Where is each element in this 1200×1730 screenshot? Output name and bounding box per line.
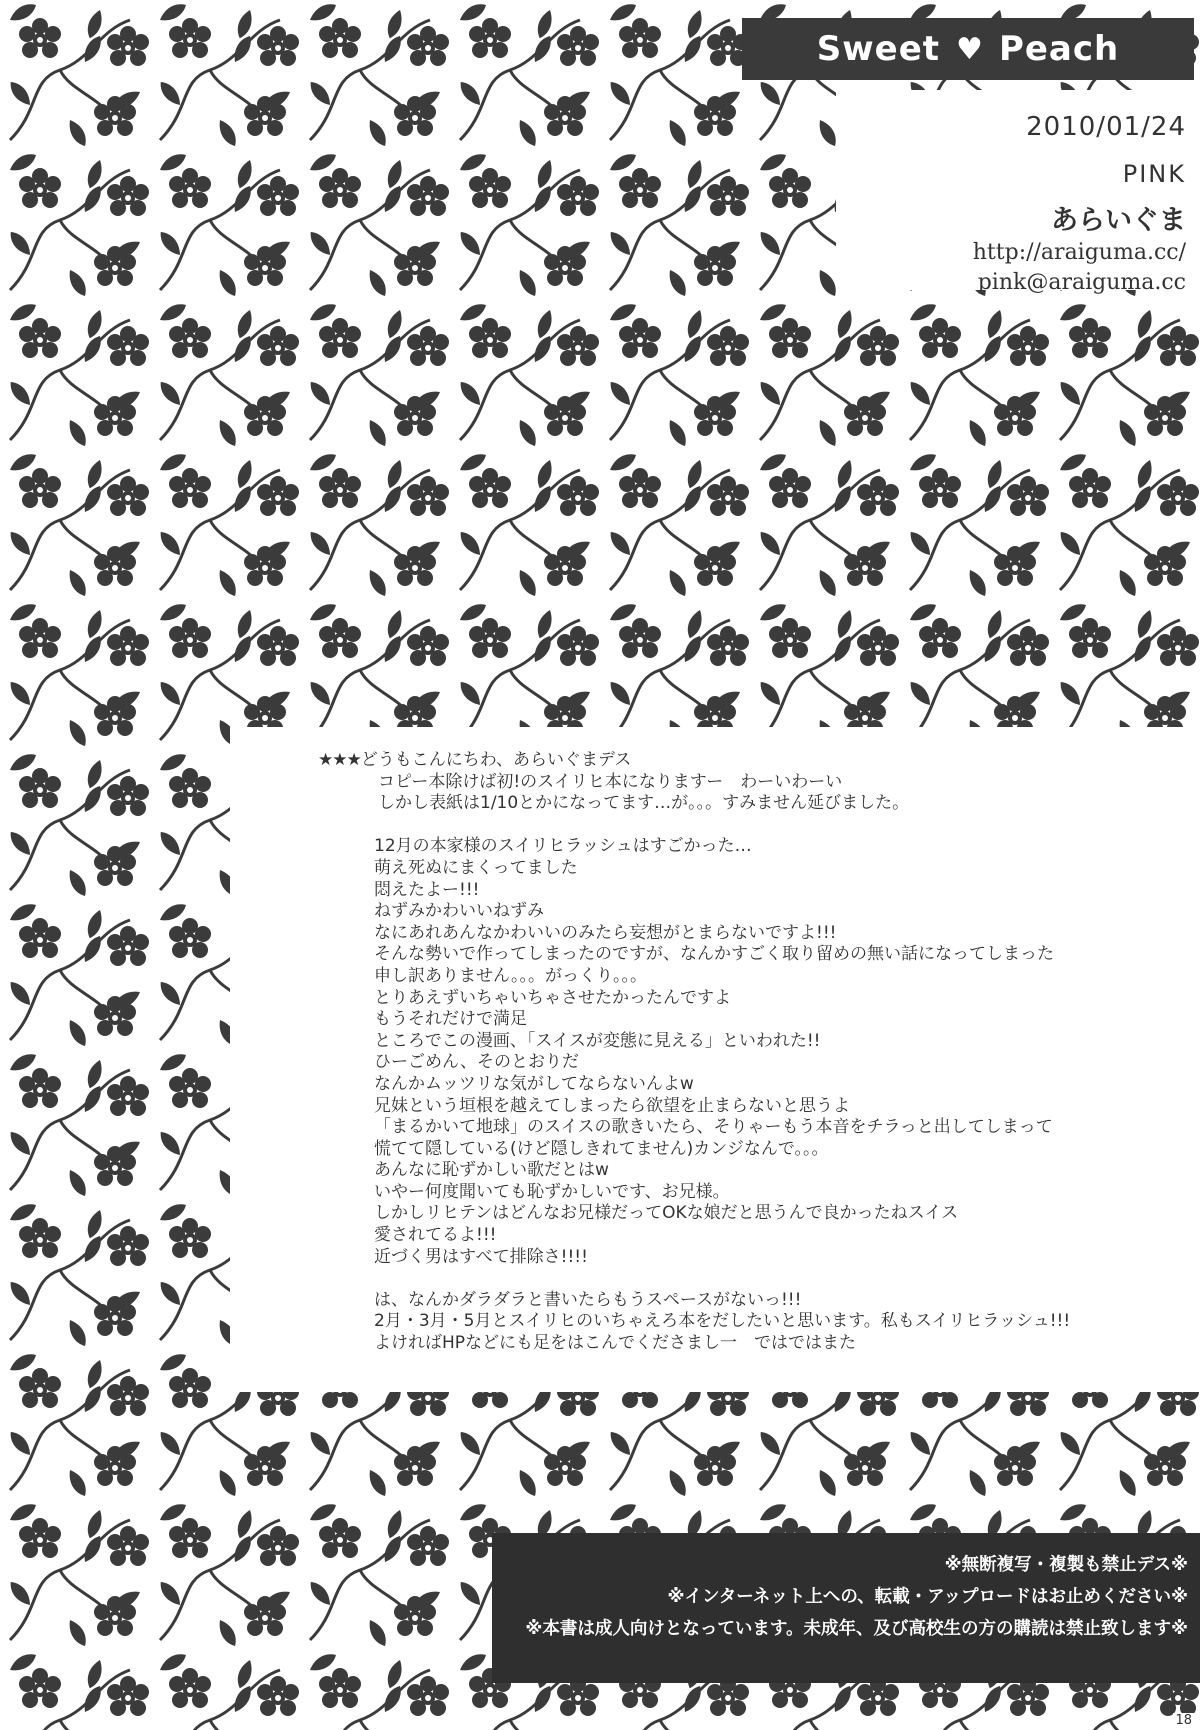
afterword-line: よければHPなどにも足をはこんでくださまし一 ではではまた	[374, 1333, 857, 1354]
afterword-line: 近づく男はすべて排除さ!!!!	[374, 1246, 588, 1267]
copyright-notice-banner	[492, 1533, 1200, 1683]
afterword-line: は、なんかダラダラと書いたらもうスペースがないっ!!!	[374, 1289, 802, 1310]
notice-line-internet: ※インターネット上への、転載・アップロードはお止めください※	[667, 1587, 1188, 1607]
afterword-line	[318, 815, 1188, 837]
afterword-line: そんな勢いで作ってしまったのですが、なんかすごく取り留めの無い話になってしまった	[374, 944, 1054, 965]
afterword-line: ねずみかわいいねずみ	[374, 901, 544, 922]
afterword-line: しかし表紙は1/10とかになってます…が。。。すみません延びました。	[378, 793, 910, 814]
afterword-line: コピー本除けば初!のスイリヒ本になりますー わーいわーい	[378, 771, 843, 792]
afterword-line: 慌てて隠している(けど隠しきれてません)カンジなんで。。。	[374, 1138, 829, 1159]
notice-line-copy: ※無断複写・複製も禁止デス※	[944, 1555, 1188, 1575]
afterword-line: 12月の本家様のスイリヒラッシュはすごかった…	[374, 836, 752, 857]
afterword-line: ひーごめん、そのとおりだ	[374, 1052, 580, 1073]
afterword-line: 悶えたよー!!!	[374, 879, 480, 900]
afterword-line: 「まるかいて地球」のスイスの歌きいたら、そりゃーもう本音をチラっと出してしまって	[374, 1117, 1053, 1138]
afterword-line: 兄妹という垣根を越えてしまったら欲望を止まらないと思うよ	[374, 1095, 850, 1116]
notice-line-adult: ※本書は成人向けとなっています。未成年、及び高校生の方の購読は禁止致します※	[525, 1619, 1188, 1639]
afterword-line	[318, 1268, 1188, 1290]
afterword-line: もうそれだけで満足	[374, 1009, 527, 1030]
afterword-line: 愛されてるよ!!!	[374, 1225, 497, 1246]
afterword-text	[318, 750, 1188, 1355]
heart-icon: ♥	[956, 31, 983, 67]
title-banner	[742, 18, 1194, 80]
afterword-line: ところでこの漫画、「スイスが変態に見える」といわれた!!	[374, 1030, 821, 1051]
author-name: あらいぐま	[1051, 205, 1186, 236]
circle-name: PINK	[1122, 160, 1186, 188]
afterword-line: 2月・3月・5月とスイリヒのいちゃえろ本をだしたいと思います。私もスイリヒラッシュ!!!	[374, 1311, 1071, 1332]
afterword-line: 申し訳ありません。。。がっくり。。。	[374, 965, 648, 986]
title-sweet: Sweet	[816, 29, 941, 69]
contact-email: pink@araiguma.cc	[977, 270, 1186, 295]
afterword-line: しかしリヒテンはどんなお兄様だってOKな娘だと思うんで良かったねスイス	[374, 1203, 959, 1224]
title-peach: Peach	[998, 29, 1120, 69]
stars-icon: ★★★	[318, 750, 361, 770]
afterword-line: なにあれあんなかわいいのみたら妄想がとまらないですよ!!!	[374, 922, 837, 943]
afterword-line: とりあえずいちゃいちゃさせたかったんですよ	[374, 987, 731, 1008]
afterword-line: なんかムッツリな気がしてならないんよw	[374, 1073, 694, 1094]
afterword-line: あんなに恥ずかしい歌だとはw	[374, 1160, 609, 1181]
afterword-line: 萌え死ぬにまくってました	[374, 857, 578, 878]
website-url: http://araiguma.cc/	[972, 240, 1186, 265]
publish-date: 2010/01/24	[1026, 112, 1186, 142]
page-number: 18	[1175, 1713, 1192, 1728]
afterword-line: ★★★どうもこんにちわ、あらいぐまデス	[318, 750, 632, 770]
afterword-line: いやー何度聞いても恥ずかしいです、お兄様。	[374, 1181, 730, 1202]
